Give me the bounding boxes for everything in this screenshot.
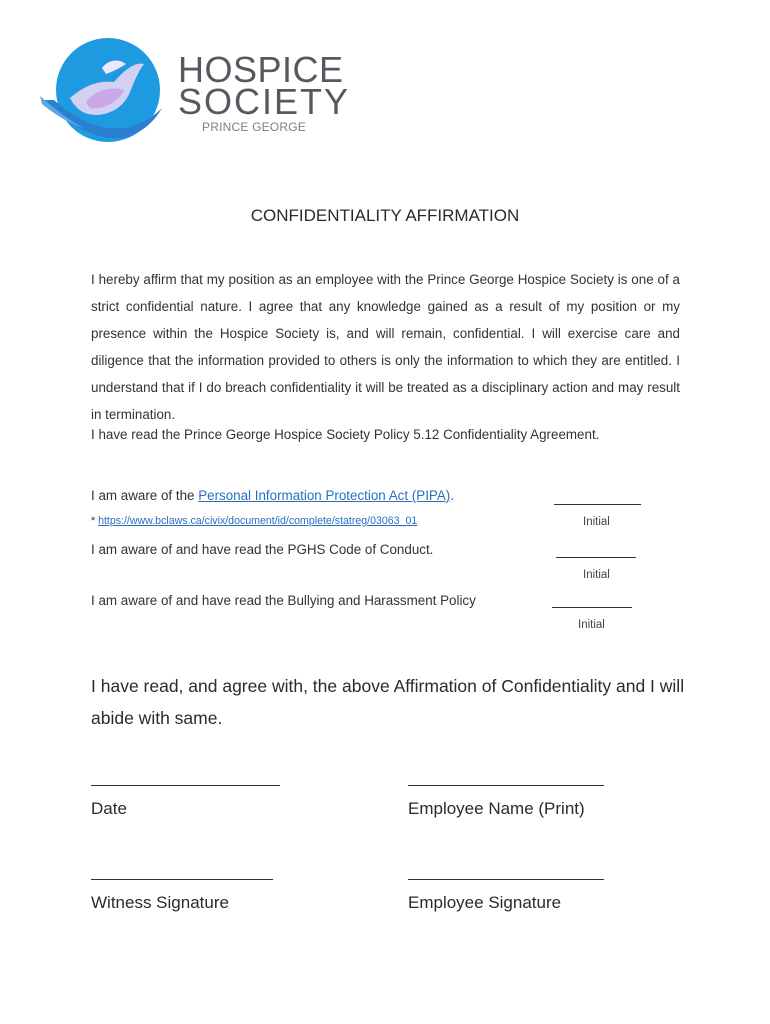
logo-text-hospice: HOSPICE (178, 49, 344, 90)
witness-signature-field[interactable] (91, 879, 273, 880)
employee-name-label: Employee Name (Print) (408, 799, 585, 818)
date-label: Date (91, 799, 127, 818)
hospice-logo (40, 38, 351, 153)
dove-hand-icon (40, 38, 180, 153)
pipa-initial-label: Initial (583, 516, 610, 528)
employee-signature-label: Employee Signature (408, 893, 562, 912)
pipa-url-link[interactable]: https://www.bclaws.ca/civix/document/id/complete/statreg/03063_01 (98, 515, 418, 527)
witness-signature-label: Witness Signature (91, 893, 229, 912)
document-title: CONFIDENTIALITY AFFIRMATION (250, 206, 520, 225)
pipa-link[interactable]: Personal Information Protection Act (PIPA) (198, 488, 451, 503)
bullying-initial-field[interactable] (552, 607, 632, 608)
pipa-initial-field[interactable] (554, 504, 641, 505)
affirmation-paragraph: I hereby affirm that my position as an employee with the Prince George Hospice Society is one of a strict confidential nature. I agree that any knowledge gained as a result of my position or my presence within the Hospice Society is, and will remain, confidential. I will exercise care and diligence that the information provided to others is only the information to which they are entitled. I understand that if I do breach confidentiality it will be treated as a disciplinary action and may result in termination. (91, 272, 680, 422)
pipa-suffix: . (450, 488, 454, 503)
bullying-initial-label: Initial (578, 619, 605, 631)
pipa-statement (91, 488, 454, 503)
bullying-policy-statement: I am aware of and have read the Bullying and Harassment Policy (91, 593, 476, 608)
pipa-footnote (91, 515, 417, 527)
logo-text-location: PRINCE GEORGE (202, 120, 306, 134)
code-of-conduct-initial-field[interactable] (556, 557, 636, 558)
code-of-conduct-statement: I am aware of and have read the PGHS Code of Conduct. (91, 542, 434, 557)
footnote-marker: * (91, 515, 99, 527)
pipa-prefix: I am aware of the (91, 488, 199, 503)
policy-statement: I have read the Prince George Hospice Society Policy 5.12 Confidentiality Agreement. (91, 427, 600, 442)
logo-text-society: SOCIETY (178, 81, 351, 122)
date-field[interactable] (91, 785, 280, 786)
code-of-conduct-initial-label: Initial (583, 569, 610, 581)
employee-name-field[interactable] (408, 785, 604, 786)
employee-signature-field[interactable] (408, 879, 604, 880)
agreement-statement: I have read, and agree with, the above Affirmation of Confidentiality and I will abide with same. (91, 676, 685, 728)
